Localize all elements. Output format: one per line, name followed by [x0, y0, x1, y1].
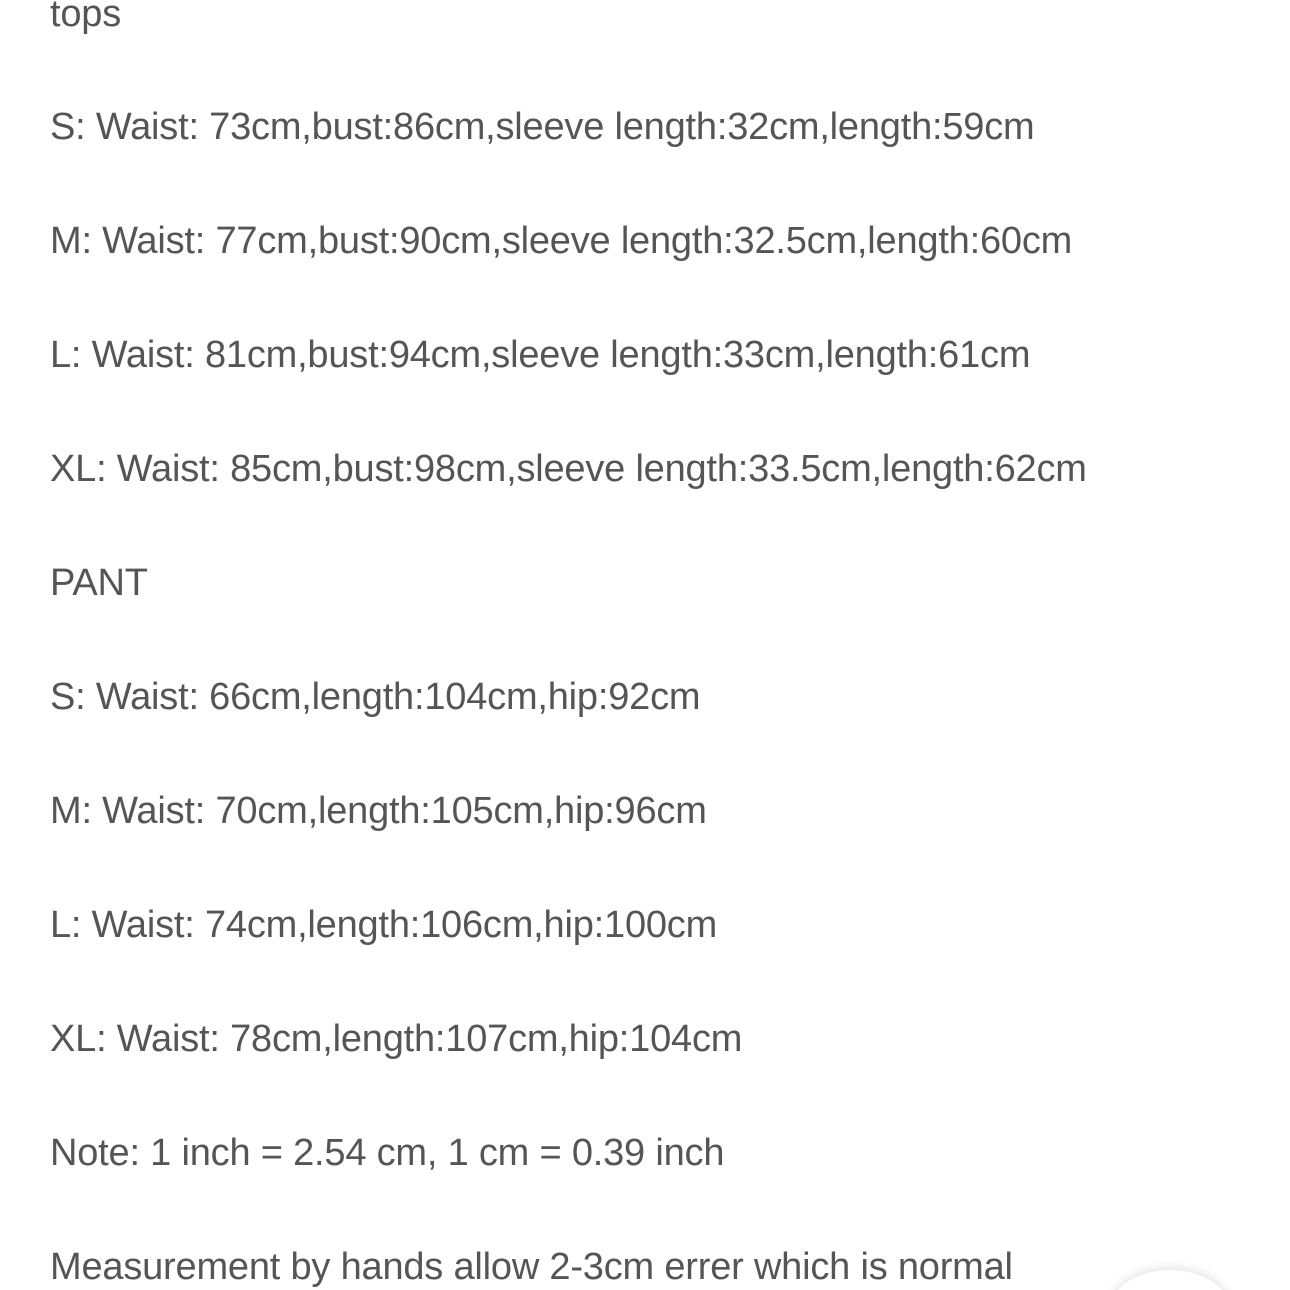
pant-size-xl: XL: Waist: 78cm,length:107cm,hip:104cm — [50, 1018, 743, 1060]
tops-size-xl: XL: Waist: 85cm,bust:98cm,sleeve length:33.5cm,length:62cm — [50, 448, 1087, 490]
pant-size-s: S: Waist: 66cm,length:104cm,hip:92cm — [50, 676, 701, 718]
tops-size-s: S: Waist: 73cm,bust:86cm,sleeve length:32cm,length:59cm — [50, 106, 1035, 148]
unit-conversion-note: Note: 1 inch = 2.54 cm, 1 cm = 0.39 inch — [50, 1132, 725, 1174]
tops-size-m: M: Waist: 77cm,bust:90cm,sleeve length:32.5cm,length:60cm — [50, 220, 1073, 262]
measurement-error-note: Measurement by hands allow 2-3cm errer which is normal — [50, 1246, 1013, 1288]
tops-size-l: L: Waist: 81cm,bust:94cm,sleeve length:33cm,length:61cm — [50, 334, 1031, 376]
section-title-pant: PANT — [50, 562, 148, 604]
section-title-tops: tops — [50, 0, 122, 35]
pant-size-m: M: Waist: 70cm,length:105cm,hip:96cm — [50, 790, 707, 832]
floating-button-edge[interactable] — [1110, 1270, 1230, 1290]
pant-size-l: L: Waist: 74cm,length:106cm,hip:100cm — [50, 904, 718, 946]
